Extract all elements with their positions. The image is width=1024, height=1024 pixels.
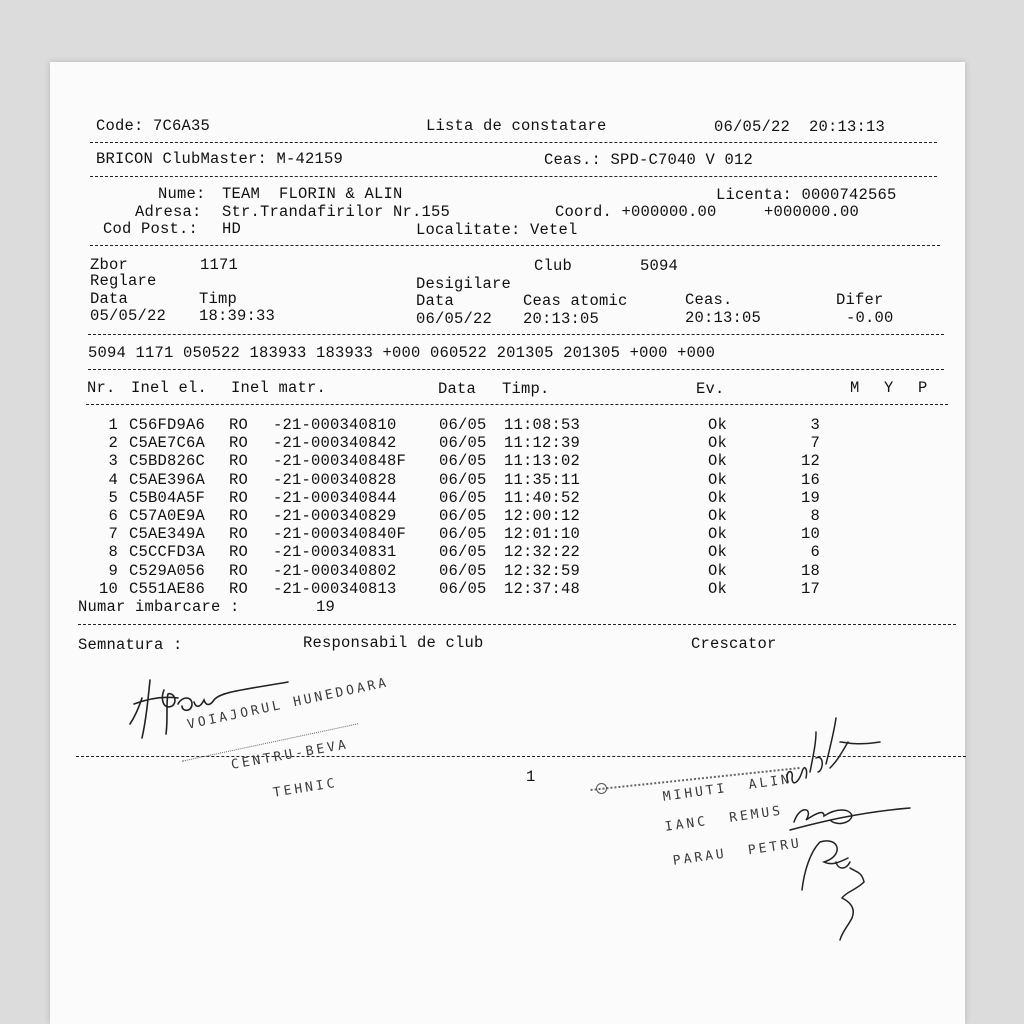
- country-code: RO: [229, 488, 249, 507]
- coordinates: Coord. +000000.00 +000000.00: [555, 203, 860, 221]
- name-label: Nume:: [158, 185, 206, 203]
- arrival-time: 11:40:52: [504, 488, 581, 507]
- club-number: 5094: [640, 257, 679, 275]
- position: 17: [800, 579, 820, 598]
- arrival-date: 06/05: [439, 543, 487, 562]
- arrival-date: 06/05: [439, 434, 487, 453]
- electronic-ring: C57A0E9A: [129, 507, 206, 525]
- divider: [78, 624, 956, 625]
- col-registration-ring: Inel matr.: [231, 379, 327, 397]
- position: 6: [810, 543, 820, 562]
- time-difference: -0.00: [846, 309, 894, 327]
- print-datetime: 06/05/22 20:13:13: [714, 118, 886, 136]
- event-status: Ok: [708, 434, 728, 453]
- event-status: Ok: [708, 525, 728, 544]
- col-nr: Nr.: [87, 379, 116, 397]
- event-status: Ok: [708, 416, 728, 434]
- signature-label: Semnatura :: [78, 636, 183, 654]
- row-number: 7: [108, 525, 118, 544]
- arrival-date: 06/05: [439, 470, 487, 489]
- table-row: [0, 507, 1024, 525]
- row-number: 2: [108, 434, 118, 453]
- postcode: HD: [222, 220, 242, 238]
- divider: [90, 176, 937, 177]
- arrival-date: 06/05: [439, 579, 487, 598]
- col-y: Y: [884, 379, 894, 397]
- breeder-stamp-line: MIHUTI ALIN: [662, 771, 793, 805]
- position: 12: [800, 452, 820, 471]
- registration-ring: -21-000340829: [273, 507, 397, 525]
- date-label: Data: [90, 290, 129, 308]
- code-line: 5094 1171 050522 183933 183933 +000 060522 201305 201305 +000 +000: [88, 344, 716, 362]
- table-row: [0, 580, 1024, 598]
- table-row: [0, 471, 1024, 489]
- event-status: Ok: [708, 543, 728, 562]
- boarding-count: 19: [316, 598, 336, 616]
- arrival-date: 06/05: [439, 507, 487, 525]
- country-code: RO: [229, 452, 249, 471]
- table-row: [0, 416, 1024, 434]
- table-row: [0, 525, 1024, 543]
- divider: [86, 404, 948, 405]
- atomic-time: 20:13:05: [523, 310, 600, 328]
- country-code: RO: [229, 579, 249, 598]
- country-code: RO: [229, 561, 249, 580]
- clock-id: Ceas.: SPD-C7040 V 012: [544, 151, 754, 169]
- row-number: 3: [108, 452, 118, 471]
- position: 3: [810, 416, 820, 434]
- arrival-date: 06/05: [439, 561, 487, 580]
- code-label: Code: 7C6A35: [96, 117, 211, 135]
- event-status: Ok: [708, 579, 728, 598]
- position: 7: [810, 434, 820, 453]
- clock-label: Ceas.: [685, 291, 733, 309]
- row-number: 6: [108, 507, 118, 525]
- arrival-date: 06/05: [439, 452, 487, 471]
- electronic-ring: C551AE86: [129, 579, 206, 598]
- locality: Localitate: Vetel: [416, 221, 578, 239]
- row-number: 9: [108, 561, 118, 580]
- owner-name: TEAM FLORIN & ALIN: [222, 185, 403, 203]
- divider: [90, 142, 937, 143]
- row-number: 10: [98, 579, 118, 598]
- arrival-time: 12:37:48: [504, 579, 581, 598]
- time-label: Timp: [199, 290, 238, 308]
- registration-ring: -21-000340848F: [273, 452, 407, 471]
- event-status: Ok: [708, 452, 728, 471]
- col-m: M: [850, 379, 860, 397]
- position: 18: [800, 561, 820, 580]
- arrival-time: 11:08:53: [504, 416, 581, 434]
- country-code: RO: [229, 416, 249, 434]
- registration-ring: -21-000340844: [273, 488, 397, 507]
- clock-time: 20:13:05: [685, 309, 762, 327]
- difference-label: Difer: [836, 291, 884, 309]
- event-status: Ok: [708, 488, 728, 507]
- table-row: [0, 562, 1024, 580]
- event-status: Ok: [708, 507, 728, 525]
- flight-label: Zbor: [90, 256, 129, 274]
- country-code: RO: [229, 543, 249, 562]
- registration-ring: -21-000340840F: [273, 525, 407, 544]
- country-code: RO: [229, 434, 249, 453]
- arrival-time: 11:35:11: [504, 470, 581, 489]
- table-row: [0, 543, 1024, 561]
- electronic-ring: C56FD9A6: [129, 416, 206, 434]
- position: 10: [800, 525, 820, 544]
- club-stamp-line: VOIAJORUL HUNEDOARA: [186, 675, 391, 733]
- electronic-ring: C5AE349A: [129, 525, 206, 544]
- row-number: 1: [108, 416, 118, 434]
- divider: [88, 334, 944, 335]
- position: 16: [800, 470, 820, 489]
- col-date: Data: [438, 380, 477, 398]
- country-code: RO: [229, 470, 249, 489]
- boarding-count-label: Numar imbarcare :: [78, 598, 240, 616]
- club-label: Club: [534, 257, 573, 275]
- registration-ring: -21-000340802: [273, 561, 397, 580]
- col-electronic-ring: Inel el.: [131, 379, 208, 397]
- registration-ring: -21-000340842: [273, 434, 397, 453]
- setting-heading: Reglare: [90, 272, 157, 290]
- club-signature: [120, 660, 310, 750]
- breeder-signatures: [780, 712, 900, 952]
- arrival-time: 12:32:22: [504, 543, 581, 562]
- electronic-ring: C5AE396A: [129, 470, 206, 489]
- arrival-date: 06/05: [439, 488, 487, 507]
- col-p: P: [918, 379, 928, 397]
- electronic-ring: C5CCFD3A: [129, 543, 206, 562]
- setting-time: 18:39:33: [199, 307, 276, 325]
- arrival-date: 06/05: [439, 416, 487, 434]
- breeder-label: Crescator: [691, 635, 777, 653]
- arrival-time: 12:00:12: [504, 507, 581, 525]
- electronic-ring: C5AE7C6A: [129, 434, 206, 453]
- registration-ring: -21-000340828: [273, 470, 397, 489]
- position: 19: [800, 488, 820, 507]
- document-title: Lista de constatare: [426, 117, 607, 135]
- divider: [90, 245, 940, 246]
- registration-ring: -21-000340831: [273, 543, 397, 562]
- breeder-stamp-line: IANC REMUS: [664, 803, 785, 835]
- owner-address: Str.Trandafirilor Nr.155: [222, 203, 451, 221]
- divider: [88, 369, 944, 370]
- club-responsible-label: Responsabil de club: [303, 634, 484, 652]
- arrival-time: 11:13:02: [504, 452, 581, 471]
- page-number: 1: [526, 768, 536, 786]
- address-label: Adresa:: [135, 203, 202, 221]
- col-time: Timp.: [502, 380, 550, 398]
- arrival-time: 12:01:10: [504, 525, 581, 544]
- licence-number: Licenta: 0000742565: [716, 186, 897, 204]
- device-id: BRICON ClubMaster: M-42159: [96, 150, 344, 168]
- club-stamp-line: CENTRU-BEVA: [230, 737, 350, 773]
- row-number: 8: [108, 543, 118, 562]
- electronic-ring: C5B04A5F: [129, 488, 206, 507]
- registration-ring: -21-000340813: [273, 579, 397, 598]
- postcode-label: Cod Post.:: [103, 220, 199, 238]
- unsealing-heading: Desigilare: [416, 275, 512, 293]
- stamp-circle-icon: [596, 783, 607, 794]
- position: 8: [810, 507, 820, 525]
- arrival-time: 12:32:59: [504, 561, 581, 580]
- arrival-date: 06/05: [439, 525, 487, 544]
- arrival-time: 11:12:39: [504, 434, 581, 453]
- registration-ring: -21-000340810: [273, 416, 397, 434]
- breeder-stamp-line: PARAU PETRU: [672, 835, 803, 869]
- club-stamp-line: TEHNIC: [272, 775, 339, 801]
- unsealing-date: 06/05/22: [416, 310, 493, 328]
- col-event: Ev.: [696, 380, 725, 398]
- table-row: [0, 452, 1024, 470]
- row-number: 5: [108, 488, 118, 507]
- event-status: Ok: [708, 470, 728, 489]
- table-row: [0, 434, 1024, 452]
- table-row: [0, 489, 1024, 507]
- event-status: Ok: [708, 561, 728, 580]
- electronic-ring: C529A056: [129, 561, 206, 580]
- row-number: 4: [108, 470, 118, 489]
- country-code: RO: [229, 525, 249, 544]
- electronic-ring: C5BD826C: [129, 452, 206, 471]
- atomic-clock-label: Ceas atomic: [523, 292, 628, 310]
- country-code: RO: [229, 507, 249, 525]
- setting-date: 05/05/22: [90, 307, 167, 325]
- date-label: Data: [416, 292, 455, 310]
- flight-number: 1171: [200, 256, 239, 274]
